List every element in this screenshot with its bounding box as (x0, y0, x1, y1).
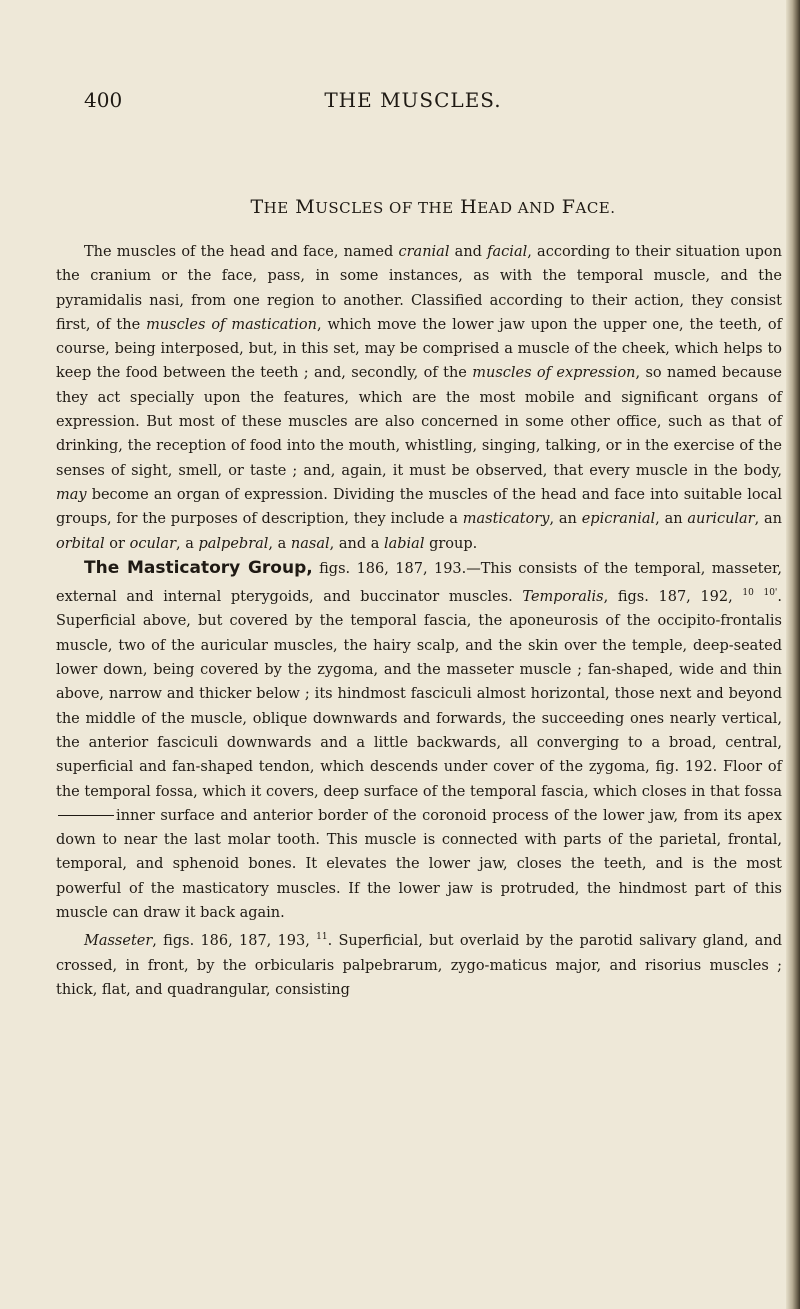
running-header (84, 88, 742, 112)
group-heading: The Masticatory Group, (84, 557, 313, 578)
paragraph-masseter: Masseter, figs. 186, 187, 193, $^{11}$. Superficial, but overlaid by the parotid salivary gland, and crossed, in front, by the orbicularis palpebrarum, zygo-maticus major, and risorius muscles ; thick, flat, and quadrangular, consisting (56, 932, 782, 998)
page-number: 400 (84, 88, 123, 112)
em-rule (58, 815, 114, 816)
paragraph-masticatory-group: The Masticatory Group, figs. 186, 187, 193.—This consists of the temporal, masseter, external and internal pterygoids, and buccinator muscles. Temporalis, figs. 187, 192, $^{10}$ $^{10'}$. Superficial above, but covered by the temporal fascia, the aponeurosis of the occipito-frontalis muscle, two of the auricular muscles, the hairy scalp, and the skin over the temple, deep-seated lower down, being covered by the zygoma, and the masseter muscle ; fan-shaped, wide and thin above, narrow and thicker below ; its hindmost fasciculi almost horizontal, those next and beyond the middle of the muscle, oblique downwards and forwards, the succeeding ones nearly vertical, the anterior fasciculi downwards and a little backwards, all converging to a broad, central, superficial and fan-shaped tendon, which descends under cover of the zygoma, fig. 192. Floor of the temporal fossa, which it covers, deep surface of the temporal fascia, which closes in that fossainner surface and anterior border of the coronoid process of the lower jaw, from its apex down to near the last molar tooth. This muscle is connected with parts of the parietal, frontal, temporal, and sphenoid bones. It elevates the lower jaw, closes the teeth, and is the most powerful of the masticatory muscles. If the lower jaw is protruded, the hindmost part of this muscle can draw it back again. (56, 557, 783, 922)
page-edge-shadow (786, 0, 800, 1309)
running-title: THE MUSCLES. (324, 88, 502, 112)
section-title: THE MUSCLES OF THE HEAD AND FACE. (250, 196, 616, 218)
body-text (56, 240, 782, 1002)
paragraph-intro: The muscles of the head and face, named cranial and facial, according to their situation upon the cranium or the face, pass, in some instances, as with the temporal muscle, and the pyramidalis nasi, from one region to another. Classified according to their action, they consist first, of the muscles of mastication, which move the lower jaw upon the upper one, the teeth, of course, being interposed, but, in this set, may be comprised a muscle of the cheek, which helps to keep the food between the teeth ; and, secondly, of the muscles of expression, so named because they act specially upon the features, which are the most mobile and significant organs of expression. But most of these muscles are also concerned in some other office, such as that of drinking, the reception of food into the mouth, whistling, singing, talking, or in the exercise of the senses of sight, smell, or taste ; and, again, it must be observed, that every muscle in the body, may become an organ of expression. Dividing the muscles of the head and face into suitable local groups, for the purposes of description, they include a masticatory, an epicranial, an auricular, an orbital or ocular, a palpebral, a nasal, and a labial group. (56, 244, 783, 552)
